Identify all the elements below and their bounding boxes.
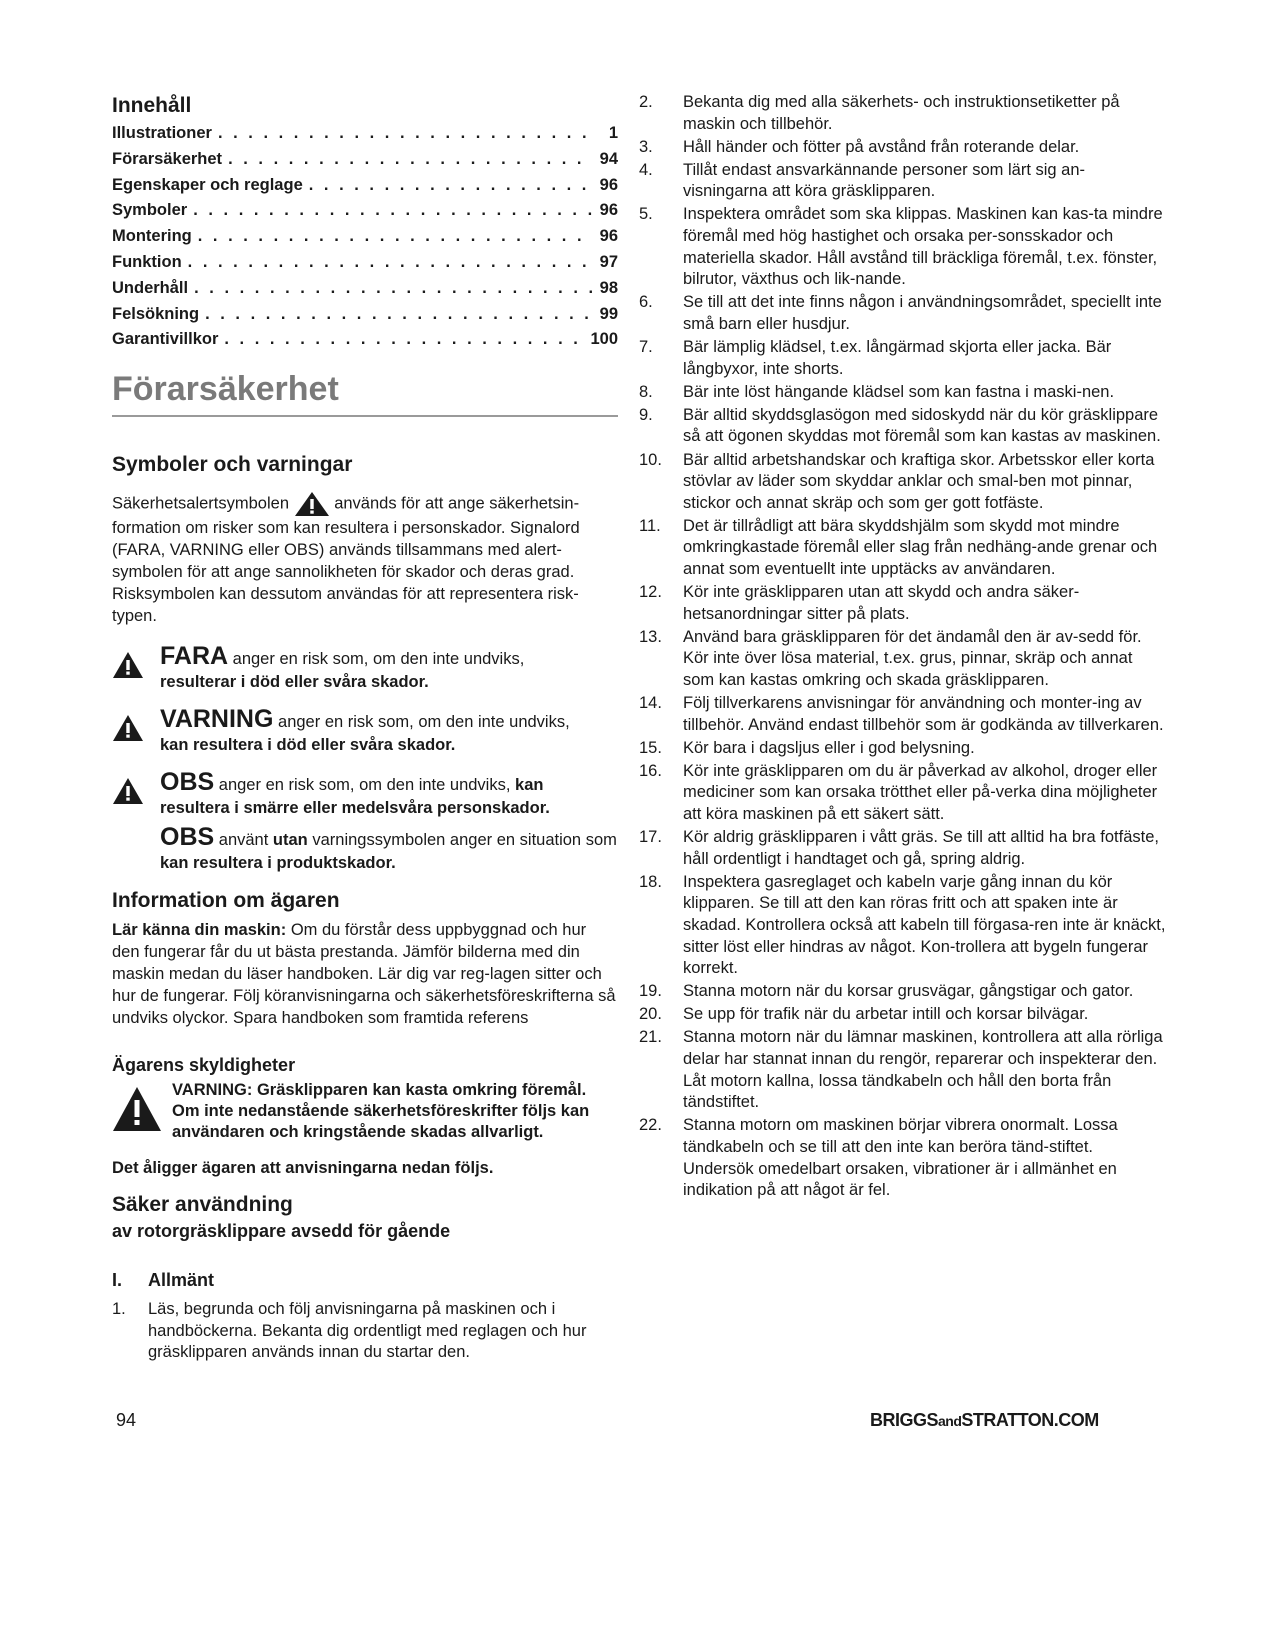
safety-rule xyxy=(639,382,1167,404)
toc-leader-dots xyxy=(224,330,584,349)
warning-triangle-icon xyxy=(112,651,144,679)
safety-rule xyxy=(639,405,1167,448)
safe-use-heading: Säker användning xyxy=(112,1193,293,1217)
rule-number: 11. xyxy=(639,516,661,535)
toc-leader-dots xyxy=(309,176,592,195)
rule-text: Håll händer och fötter på avstånd från roterande delar. xyxy=(683,137,1080,156)
safe-use-subheading: av rotorgräsklippare avsedd för gående xyxy=(112,1221,451,1242)
toc-leader-dots xyxy=(228,150,592,169)
safety-rule xyxy=(639,1027,1167,1113)
safety-alert-icon xyxy=(294,491,330,517)
toc-entry[interactable] xyxy=(112,227,618,253)
page-title: Förarsäkerhet xyxy=(112,370,618,417)
rule-text: Använd bara gräsklipparen för det ändamål den är av-sedd för. Kör inte över lösa material, t.ex. grus, pinnar, skräp och annat som kan kastas omkring och skada gräsklipparen. xyxy=(683,627,1142,689)
toc-entry[interactable] xyxy=(112,305,618,331)
rule-text: Tillåt endast ansvarkännande personer som lärt sig an-visningarna att köra gräsklipparen. xyxy=(683,160,1086,201)
toc-entry-page: 97 xyxy=(599,252,618,271)
rule-text: Bär inte löst hängande klädsel som kan fastna i maski-nen. xyxy=(683,382,1115,401)
notice-word: OBS xyxy=(160,823,215,852)
safety-rule xyxy=(639,827,1167,870)
warning-word: VARNING xyxy=(160,705,274,734)
owner-info-heading: Information om ägaren xyxy=(112,889,340,913)
owner-duties-heading: Ägarens skyldigheter xyxy=(112,1055,296,1076)
safety-rule xyxy=(639,582,1167,625)
toc-leader-dots xyxy=(198,227,592,246)
toc-entry[interactable] xyxy=(112,150,618,176)
rule-number: 9. xyxy=(639,405,653,424)
toc-entry[interactable] xyxy=(112,201,618,227)
warning-triangle-icon xyxy=(112,714,144,742)
safety-rule xyxy=(639,450,1167,515)
toc-entry-page: 96 xyxy=(599,175,618,194)
danger-word: FARA xyxy=(160,642,229,671)
symbols-intro: Säkerhetsalertsymbolen används för att ange säkerhetsin-formation om risker som kan resultera i personskador. Signalord (FARA, VARNING eller OBS) används tillsammans med alert-symbolen för att ange sannolikheten för skador och deras grad. Risksymbolen kan dessutom användas för att representera risk-typen. xyxy=(112,491,618,627)
toc-entry-page: 100 xyxy=(590,330,618,349)
toc-entry-label: Garantivillkor xyxy=(112,330,219,349)
rule-number: 21. xyxy=(639,1028,662,1047)
safety-rule xyxy=(639,1004,1167,1026)
rule-number: 18. xyxy=(639,872,662,891)
toc-entry-page: 96 xyxy=(599,201,618,220)
safety-rule xyxy=(639,738,1167,760)
rule-text: Se upp för trafik när du arbetar intill och korsar bilvägar. xyxy=(683,1005,1089,1024)
rule-text: Kör bara i dagsljus eller i god belysning. xyxy=(683,738,975,757)
toc-entry[interactable] xyxy=(112,176,618,202)
safety-rule xyxy=(639,92,1167,135)
caution-word: OBS xyxy=(160,768,215,797)
rule-number: 3. xyxy=(639,137,653,156)
rule-number: 6. xyxy=(639,293,653,312)
toc-leader-dots xyxy=(218,124,592,143)
rule-number: 4. xyxy=(639,160,653,179)
rule-text: Stanna motorn när du lämnar maskinen, kontrollera att alla rörliga delar har stannat innan du rengör, reparerar och inspekterar den. Låt motorn kallna, lossa tändkabeln och håll den borta från tändstiftet. xyxy=(683,1028,1163,1112)
danger-signal: FARA anger en risk som, om den inte undviks, resulterar i död eller svåra skador. xyxy=(112,645,618,694)
rule-number: 8. xyxy=(639,382,653,401)
rules-list-right xyxy=(639,92,1167,1202)
warning-triangle-icon xyxy=(112,777,144,805)
rules-list-left xyxy=(112,1299,618,1364)
rule-number: 20. xyxy=(639,1005,662,1024)
safety-rule xyxy=(639,292,1167,335)
safety-rule xyxy=(639,761,1167,826)
safety-rule xyxy=(639,160,1167,203)
rule-number: 10. xyxy=(639,450,662,469)
safety-rule xyxy=(639,337,1167,380)
safety-rule xyxy=(639,627,1167,692)
rule-text: Läs, begrunda och följ anvisningarna på maskinen och i handböckerna. Bekanta dig ordentligt med reglagen och hur gräsklipparen används innan du startar den. xyxy=(148,1300,587,1362)
toc-entry-label: Symboler xyxy=(112,201,188,220)
page-number: 94 xyxy=(116,1410,137,1430)
rule-number: 12. xyxy=(639,583,662,602)
toc-entry-label: Illustrationer xyxy=(112,124,212,142)
rule-text: Följ tillverkarens anvisningar för användning och monter-ing av tillbehör. Använd endast tillbehör som är godkända av tillverkaren. xyxy=(683,694,1164,734)
rule-text: Bär lämplig klädsel, t.ex. långärmad skjorta eller jacka. Bär långbyxor, inte shorts. xyxy=(683,338,1112,378)
safety-rule xyxy=(639,693,1167,736)
toc-leader-dots xyxy=(194,279,592,298)
owner-duties-note: Det åligger ägaren att anvisningarna nedan följs. xyxy=(112,1159,494,1178)
toc-entry-label: Egenskaper och reglage xyxy=(112,175,303,194)
safety-rule xyxy=(639,137,1167,159)
toc-leader-dots xyxy=(188,253,592,272)
toc-title: Innehåll xyxy=(112,94,192,117)
toc-entry-label: Förarsäkerhet xyxy=(112,149,223,168)
toc-entry-page: 94 xyxy=(599,149,618,168)
rule-text: Kör inte gräsklipparen utan att skydd och andra säker-hetsanordningar sitter på plats. xyxy=(683,583,1080,623)
left-column xyxy=(112,90,618,1365)
toc-leader-dots xyxy=(193,201,592,220)
rule-number: 2. xyxy=(639,93,653,111)
rule-number: 14. xyxy=(639,694,662,713)
rule-number: 19. xyxy=(639,982,662,1001)
rule-text: Kör inte gräsklipparen om du är påverkad av alkohol, droger eller mediciner som kan orsaka trötthet eller på-verka dina möjligheter att köra maskinen på ett säkert sätt. xyxy=(683,761,1158,823)
symbols-heading: Symboler och varningar xyxy=(112,453,353,477)
safety-rule xyxy=(639,204,1167,290)
toc-entry-label: Montering xyxy=(112,227,192,246)
toc-entry[interactable] xyxy=(112,124,618,150)
rule-number: 5. xyxy=(639,205,653,224)
notice-signal: OBS använt utan varningssymbolen anger en situation som kan resultera i produktskador. xyxy=(160,823,617,873)
toc-entry-page: 98 xyxy=(599,278,618,297)
toc-entry[interactable] xyxy=(112,279,618,305)
safety-rule xyxy=(639,516,1167,581)
rule-number: 15. xyxy=(639,738,662,757)
warning-signal: VARNING anger en risk som, om den inte undviks, kan resultera i död eller svåra skador. xyxy=(112,708,618,757)
safety-rule xyxy=(639,872,1167,980)
rule-text: Bekanta dig med alla säkerhets- och instruktionsetiketter på maskin och tillbehör. xyxy=(683,93,1120,133)
rule-text: Det är tillrådligt att bära skyddshjälm som skydd mot mindre omkringkastade föremål eller slag från nedhäng-ande grenar och annat som eventuellt inte upptäcks av användaren. xyxy=(683,516,1158,578)
rule-text: Kör aldrig gräsklipparen i vått gräs. Se till att alltid ha bra fotfäste, håll ordentligt i handtaget och gå, spring aldrig. xyxy=(683,828,1159,868)
safety-rule xyxy=(112,1299,618,1364)
toc-entry-label: Felsökning xyxy=(112,304,200,323)
toc-entry-page: 96 xyxy=(599,227,618,246)
rule-number: 1. xyxy=(112,1300,126,1319)
rule-text: Stanna motorn när du korsar grusvägar, gångstigar och gator. xyxy=(683,982,1134,1001)
toc-entry-page: 99 xyxy=(599,304,618,323)
rule-number: 13. xyxy=(639,627,662,646)
right-column xyxy=(639,92,1167,1203)
toc-entry-label: Underhåll xyxy=(112,278,189,297)
rule-number: 7. xyxy=(639,338,653,357)
toc-leader-dots xyxy=(205,305,592,324)
toc-entry[interactable] xyxy=(112,253,618,279)
toc-entry-label: Funktion xyxy=(112,252,182,271)
safety-rule xyxy=(639,981,1167,1003)
rule-number: 22. xyxy=(639,1116,662,1135)
warning-triangle-icon xyxy=(112,1086,162,1132)
toc-entry-page: 1 xyxy=(608,124,618,142)
rule-text: Inspektera området som ska klippas. Maskinen kan kas-ta mindre föremål med hög hastighet och orsaka per-sonsskador och materiella skador. Håll avstånd till bräckliga föremål, t.ex. fönster, bilrutor, växthus och lik-nande. xyxy=(683,205,1163,289)
rule-number: 16. xyxy=(639,761,662,780)
table-of-contents xyxy=(112,124,618,356)
safety-rule xyxy=(639,1115,1167,1201)
part-heading: I. Allmänt xyxy=(112,1270,215,1291)
website-footer: BRIGGSandSTRATTON.COM xyxy=(870,1410,1099,1430)
rule-text: Bär alltid arbetshandskar och kraftiga skor. Arbetsskor eller korta stövlar av läder som skyddar anklar och smal-ben mot pinnar, stickor och annat skräp och som ger gott fotfäste. xyxy=(683,450,1155,512)
owner-duties-warning: VARNING: Gräsklipparen kan kasta omkring föremål. Om inte nedanstående säkerhetsföreskrifter följs kan användaren och kringstående skadas allvarligt. xyxy=(112,1080,618,1143)
caution-signal: OBS anger en risk som, om den inte undviks, kan resultera i smärre eller medelsvåra personskador. xyxy=(112,771,618,820)
rule-text: Inspektera gasreglaget och kabeln varje gång innan du kör klipparen. Se till att den kan röras fritt och att spaken inte är skadad. Kontrollera också att kabeln till förgasa-ren inte är knäckt, sitter löst eller hindras av något. Kon-trollera att bygeln fungerar korrekt. xyxy=(683,872,1166,978)
owner-info-text: Lär känna din maskin: Om du förstår dess uppbyggnad och hur den fungerar får du ut bästa prestanda. Jämför bilderna med din maskin medan du läser handboken. Lär dig var reg-lagen sitter och hur de fungerar. Följ köranvisningarna och säkerhetsföreskrifterna så undviks olyckor. Spara handboken som framtida referens xyxy=(112,921,616,1028)
rule-text: Se till att det inte finns någon i användningsområdet, speciellt inte små barn eller husdjur. xyxy=(683,293,1162,333)
rule-text: Bär alltid skyddsglasögon med sidoskydd när du kör gräsklippare så att ögonen skyddas mot föremål som kan kastas av maskinen. xyxy=(683,405,1161,446)
toc-entry[interactable] xyxy=(112,330,618,356)
rule-number: 17. xyxy=(639,828,662,847)
rule-text: Stanna motorn om maskinen börjar vibrera onormalt. Lossa tändkabeln och se till att den inte kan beröra tänd-stiftet. Undersök omedelbart orsaken, vibrationer är i allmänhet en indikation på att något är fel. xyxy=(683,1116,1118,1200)
